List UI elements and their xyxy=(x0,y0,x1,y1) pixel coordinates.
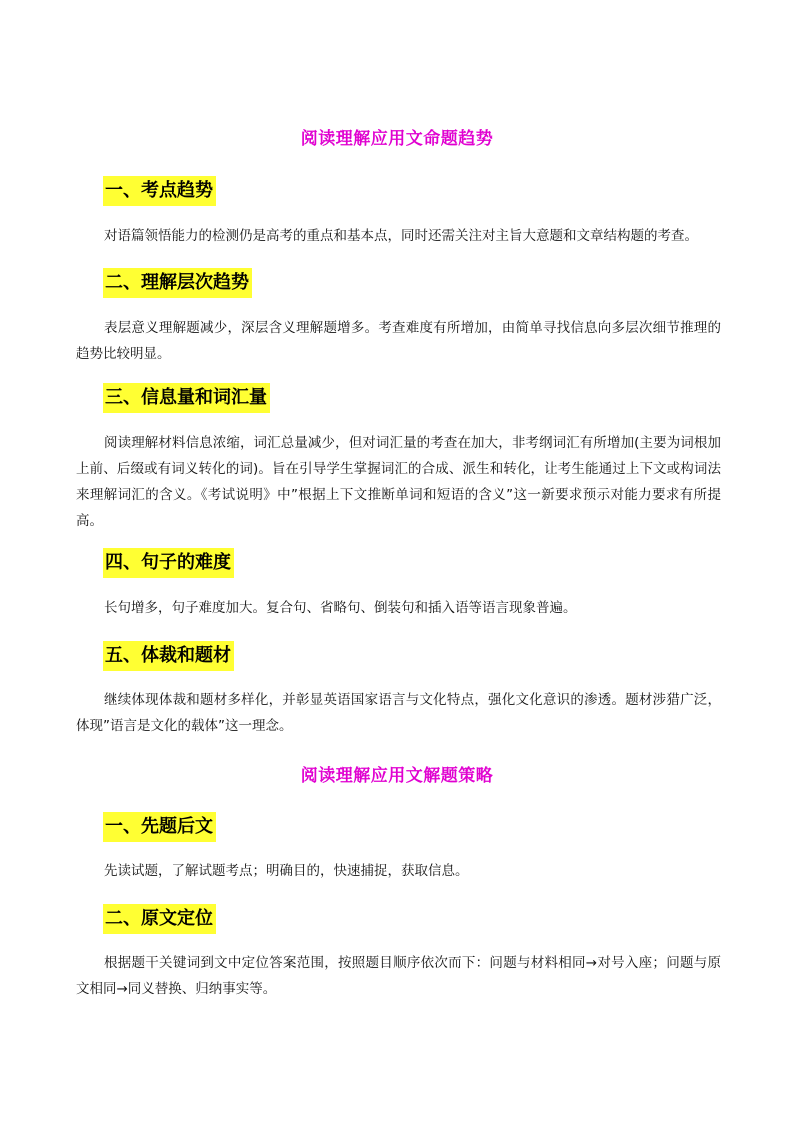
heading-information-vocabulary: 三、信息量和词汇量 xyxy=(103,383,270,413)
paragraph-locate-in-text: 根据题干关键词到文中定位答案范围，按照题目顺序依次而下：问题与材料相同→对号入座；问题与原文相同→同义替换、归纳事实等。 xyxy=(76,955,721,997)
paragraph-information-vocabulary: 阅读理解材料信息浓缩，词汇总量减少，但对词汇量的考查在加大，非考纲词汇有所增加(主要为词根加上前、后缀或有词义转化的词)。旨在引导学生掌握词汇的合成、派生和转化，让考生能通过上下文或构词法来理解词汇的含义。《考试说明》中”根据上下文推断单词和短语的含义”这一新要求预示对能力要求有所提高。 xyxy=(76,435,721,529)
heading-questions-first: 一、先题后文 xyxy=(103,812,216,842)
heading-exam-points-trend: 一、考点趋势 xyxy=(103,176,216,206)
section-title-strategies: 阅读理解应用文解题策略 xyxy=(300,766,494,786)
heading-sentence-difficulty: 四、句子的难度 xyxy=(103,548,234,578)
paragraph-questions-first: 先读试题，了解试题考点；明确目的，快速捕捉，获取信息。 xyxy=(104,863,469,879)
heading-locate-in-text: 二、原文定位 xyxy=(103,904,216,934)
paragraph-comprehension-level-trend: 表层意义理解题减少，深层含义理解题增多。考查难度有所增加，由简单寻找信息向多层次细节推理的趋势比较明显。 xyxy=(76,320,721,362)
paragraph-sentence-difficulty: 长句增多，句子难度加大。复合句、省略句、倒装句和插入语等语言现象普遍。 xyxy=(104,600,577,616)
paragraph-genre-topic: 继续体现体裁和题材多样化，并彰显英语国家语言与文化特点，强化文化意识的渗透。题材涉猎广泛，体现”语言是文化的载体”这一理念。 xyxy=(76,692,721,734)
heading-comprehension-level-trend: 二、理解层次趋势 xyxy=(103,268,252,298)
paragraph-exam-points-trend: 对语篇领悟能力的检测仍是高考的重点和基本点，同时还需关注对主旨大意题和文章结构题的考查。 xyxy=(104,228,698,244)
section-title-trends: 阅读理解应用文命题趋势 xyxy=(300,129,494,149)
heading-genre-topic: 五、体裁和题材 xyxy=(103,641,234,671)
